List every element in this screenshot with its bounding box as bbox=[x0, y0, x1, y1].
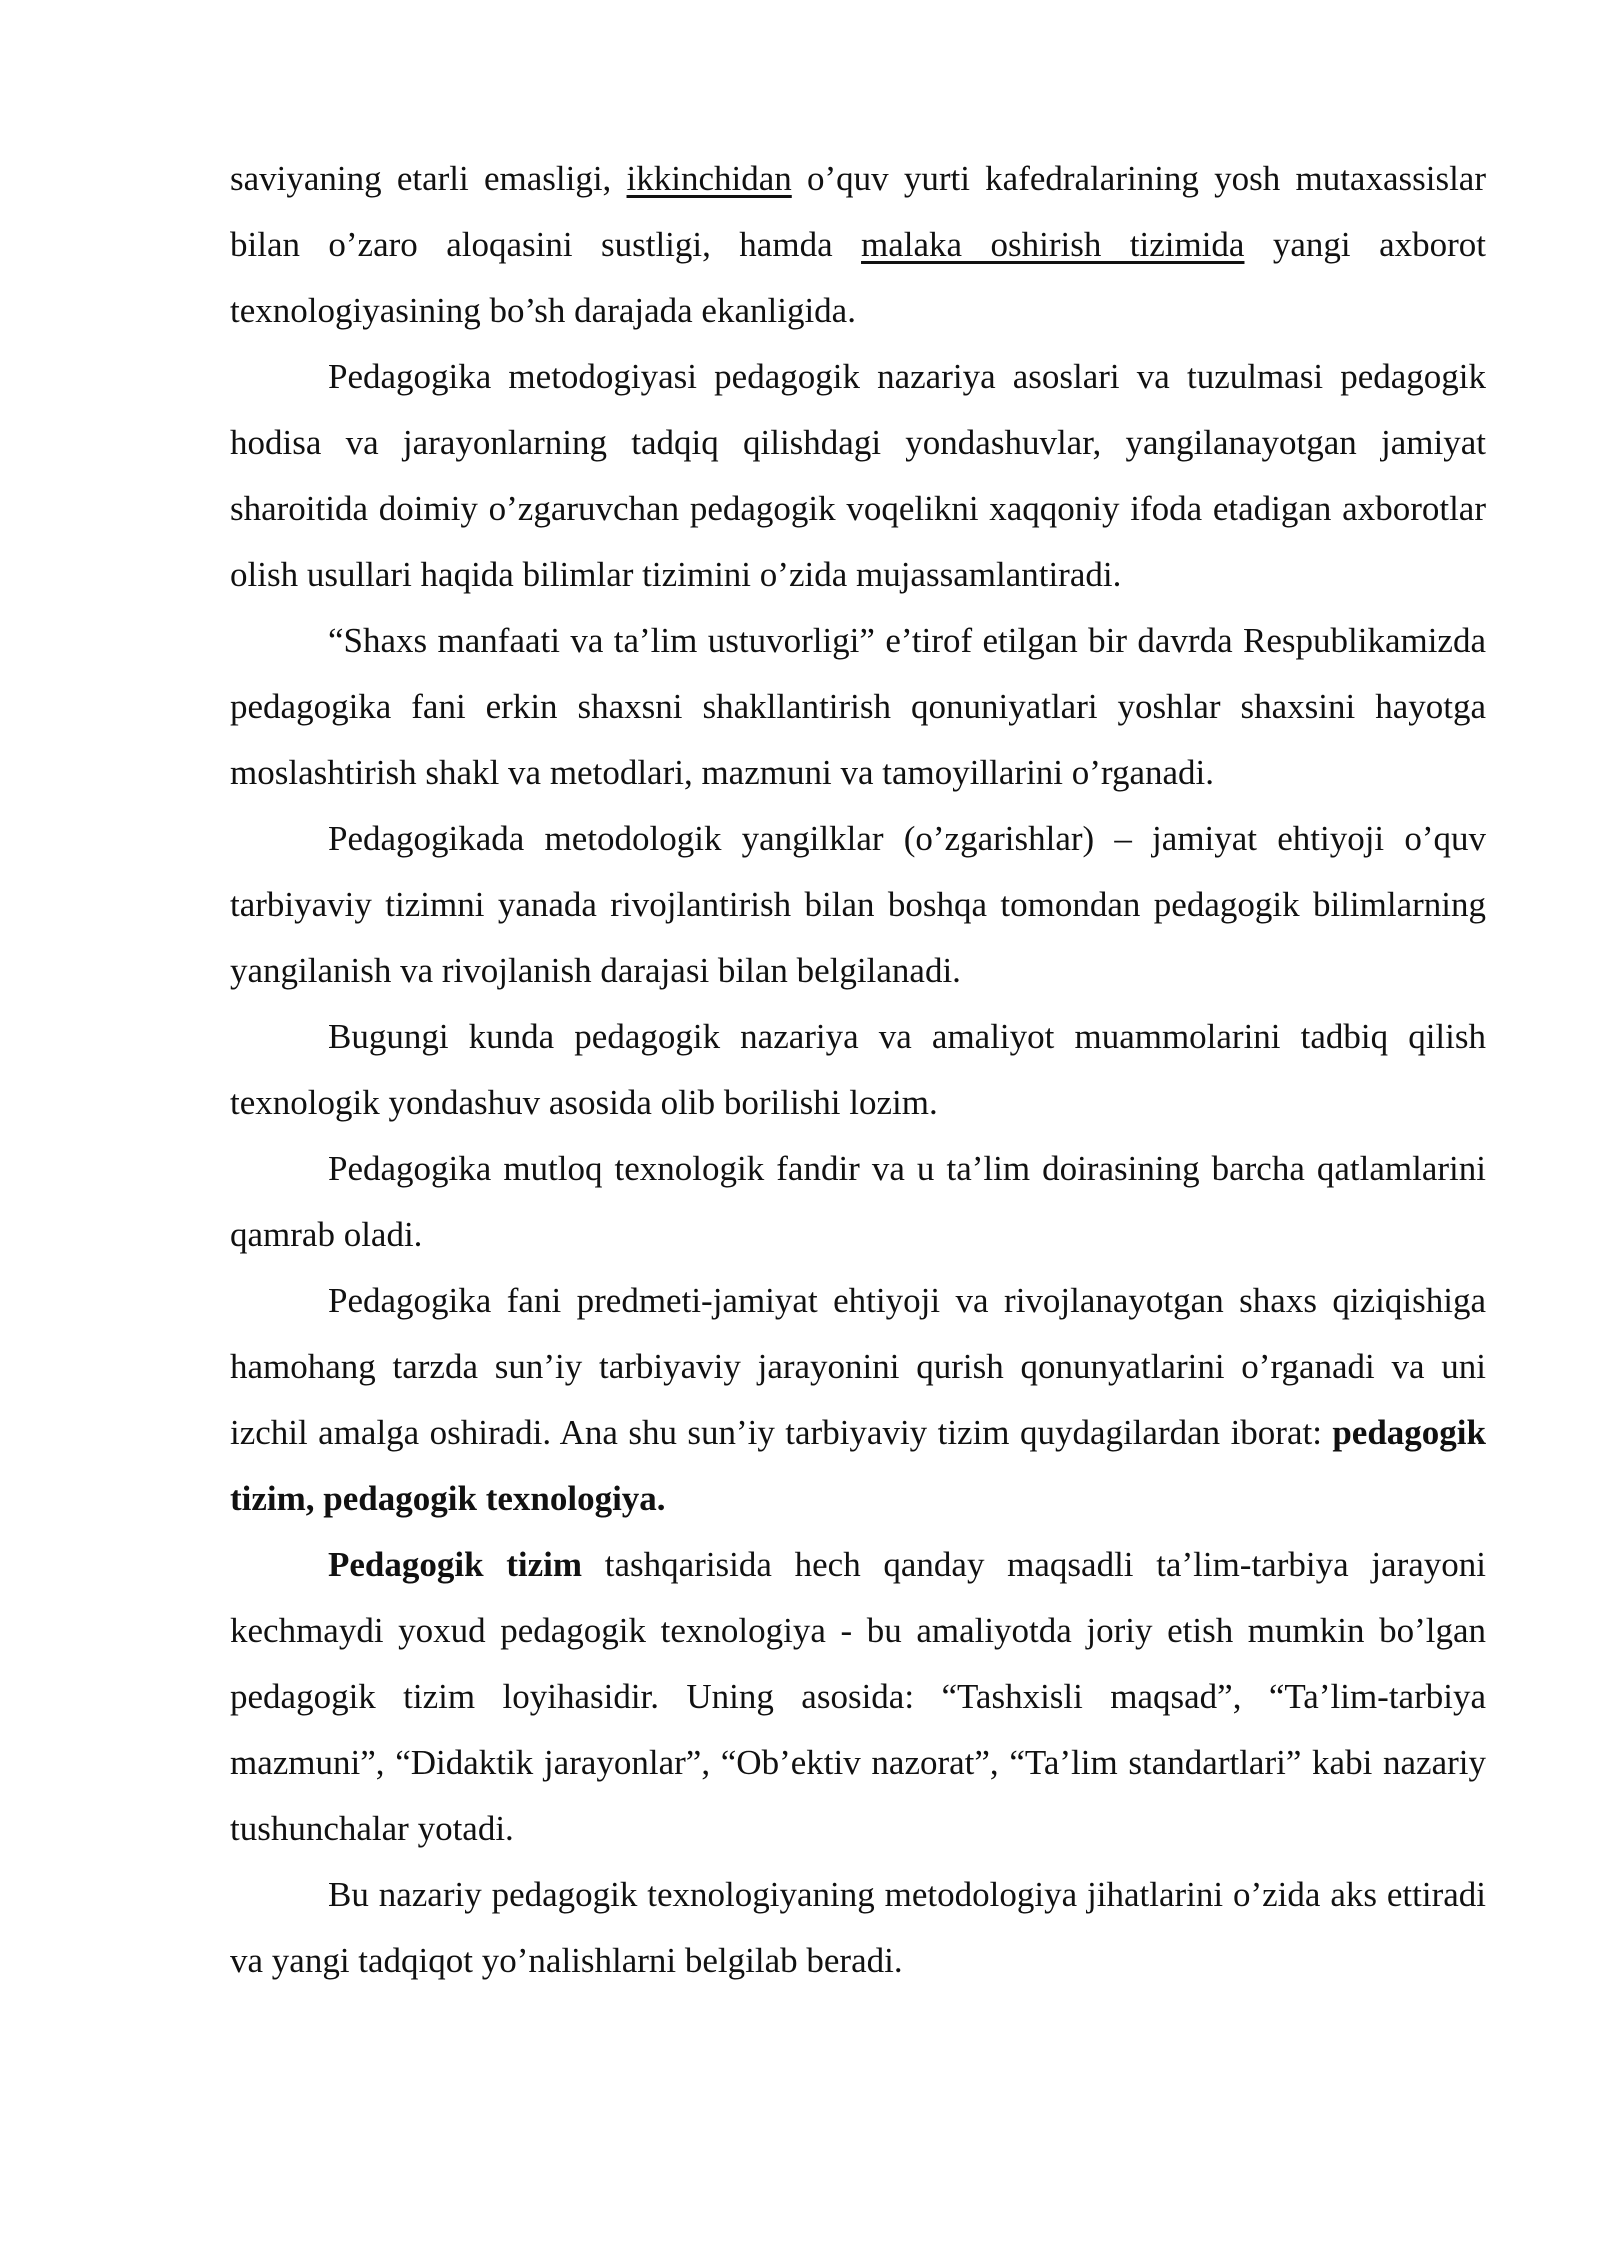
paragraph-text: tashqarisida hech qanday maqsadli ta’lim-tarbiya jarayoni kechmaydi yoxud pedagogik texnologiya - bu amaliyotda joriy etish mumkin bo’lgan pedagogik tizim loyihasidir. Uning asosida: “Tashxisli maqsad”, “Ta’lim-tarbiya mazmuni”, “Didaktik jarayonlar”, “Ob’ektiv nazorat”, “Ta’lim standartlari” kabi nazariy tushunchalar yotadi. bbox=[230, 1545, 1486, 1848]
paragraph-text: Bugungi kunda pedagogik nazariya va amaliyot muammolarini tadbiq qilish texnologik yondashuv asosida olib borilishi lozim. bbox=[230, 1017, 1486, 1122]
paragraph bbox=[230, 1532, 1486, 1862]
paragraph bbox=[230, 806, 1486, 1004]
bold-text: pedagogik tizim, pedagogik texnologiya. bbox=[230, 1413, 1486, 1518]
paragraph bbox=[230, 1862, 1486, 1994]
paragraph-text: yangi axborot texnologiyasining bo’sh darajada ekanligida. bbox=[230, 225, 1486, 330]
paragraph-text: saviyaning etarli emasligi, bbox=[230, 159, 627, 198]
paragraph-text: Pedagogikada metodologik yangilklar (o’zgarishlar) – jamiyat ehtiyoji o’quv tarbiyaviy tizimni yanada rivojlantirish bilan boshqa tomondan pedagogik bilimlarning yangilanish va rivojlanish darajasi bilan belgilanadi. bbox=[230, 819, 1486, 990]
paragraph-text: o’quv yurti kafedralarining yosh mutaxassislar bilan o’zaro aloqasini sustligi, hamda bbox=[230, 159, 1486, 264]
paragraph bbox=[230, 1136, 1486, 1268]
paragraph bbox=[230, 1004, 1486, 1136]
paragraph-text: “Shaxs manfaati va ta’lim ustuvorligi” e’tirof etilgan bir davrda Respublikamizda pedagogika fani erkin shaxsni shakllantirish qonuniyatlari yoshlar shaxsini hayotga moslashtirish shakl va metodlari, mazmuni va tamoyillarini o’rganadi. bbox=[230, 621, 1486, 792]
underlined-text: malaka oshirish tizimida bbox=[861, 225, 1245, 264]
paragraph-text: Pedagogika metodogiyasi pedagogik nazariya asoslari va tuzulmasi pedagogik hodisa va jarayonlarning tadqiq qilishdagi yondashuvlar, yangilanayotgan jamiyat sharoitida doimiy o’zgaruvchan pedagogik voqelikni xaqqoniy ifoda etadigan axborotlar olish usullari haqida bilimlar tizimini o’zida mujassamlantiradi. bbox=[230, 357, 1486, 594]
paragraph-text: Pedagogika mutloq texnologik fandir va u ta’lim doirasining barcha qatlamlarini qamrab oladi. bbox=[230, 1149, 1486, 1254]
bold-text: Pedagogik tizim bbox=[328, 1545, 583, 1584]
document-page bbox=[230, 146, 1486, 1994]
paragraph-text: Bu nazariy pedagogik texnologiyaning metodologiya jihatlarini o’zida aks ettiradi va yangi tadqiqot yo’nalishlarni belgilab beradi. bbox=[230, 1875, 1486, 1980]
paragraph bbox=[230, 608, 1486, 806]
paragraph bbox=[230, 146, 1486, 344]
paragraph bbox=[230, 1268, 1486, 1532]
paragraph-text: Pedagogika fani predmeti-jamiyat ehtiyoji va rivojlanayotgan shaxs qiziqishiga hamohang tarzda sun’iy tarbiyaviy jarayonini qurish qonunyatlarini o’rganadi va uni izchil amalga oshiradi. Ana shu sun’iy tarbiyaviy tizim quydagilardan iborat: bbox=[230, 1281, 1486, 1452]
paragraph bbox=[230, 344, 1486, 608]
underlined-text: ikkinchidan bbox=[626, 159, 792, 198]
